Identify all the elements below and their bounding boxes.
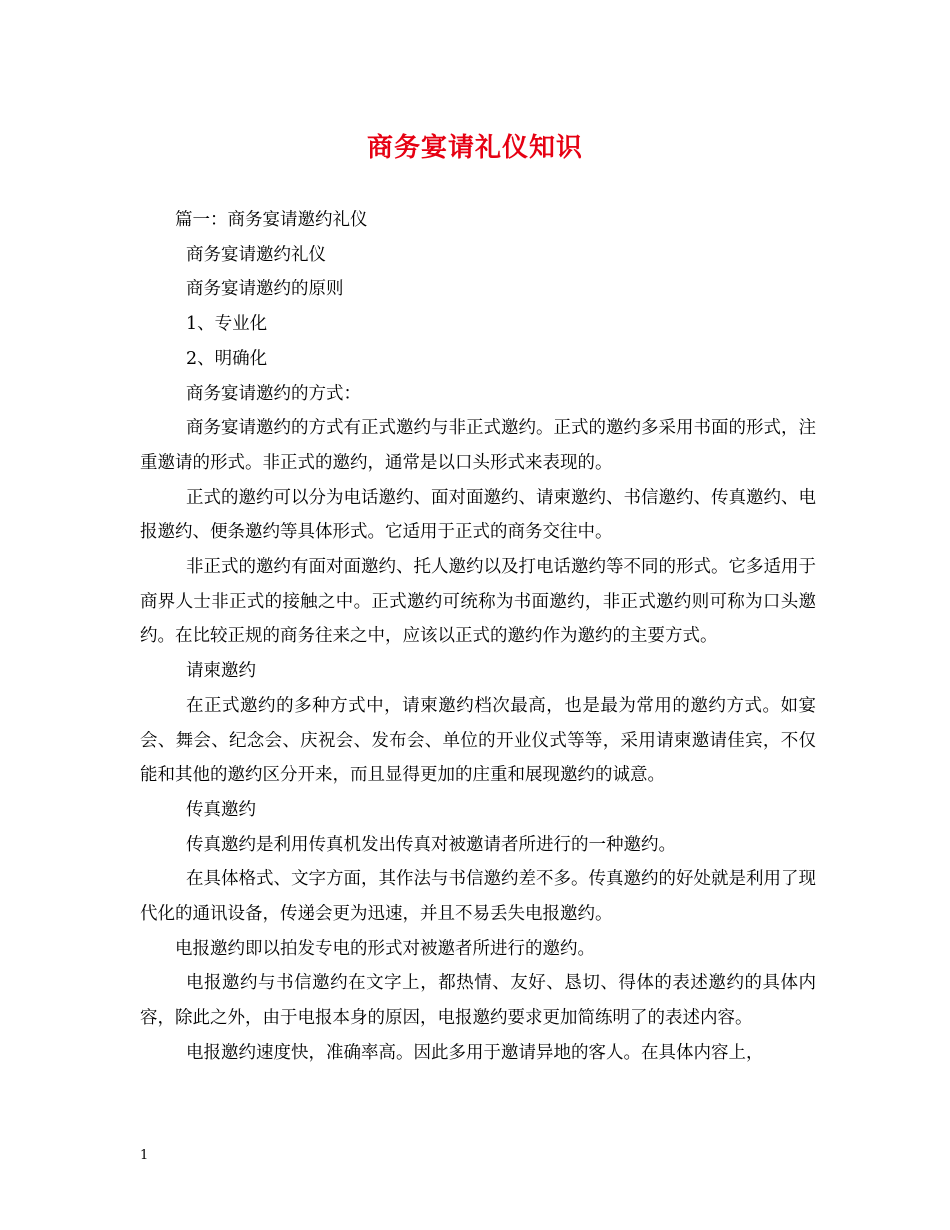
paragraph: 电报邀约速度快，准确率高。因此多用于邀请异地的客人。在具体内容上，: [186, 1042, 764, 1063]
paragraph: 篇一：商务宴请邀约礼仪: [175, 210, 368, 230]
page-number: 1: [140, 1148, 149, 1163]
paragraph: 在正式邀约的多种方式中，请柬邀约档次最高，也是最为常用的邀约方式。如宴会、舞会、纪念会、庆祝会、发布会、单位的开业仪式等等，采用请柬邀请佳宾，不仅能和其他的邀约区分开来，而且显得更加的庄重和展现邀约的诚意。: [140, 695, 816, 786]
paragraph: 请柬邀约: [186, 661, 256, 682]
paragraph: 正式的邀约可以分为电话邀约、面对面邀约、请柬邀约、书信邀约、传真邀约、电报邀约、便条邀约等具体形式。它适用于正式的商务交往中。: [140, 487, 816, 543]
paragraph: 商务宴请邀约礼仪: [186, 244, 326, 265]
paragraph: 商务宴请邀约的原则: [186, 279, 344, 300]
paragraph: 电报邀约与书信邀约在文字上，都热情、友好、恳切、得体的表述邀约的具体内容，除此之外，由于电报本身的原因，电报邀约要求更加简练明了的表述内容。: [140, 973, 816, 1029]
document-title: 商务宴请礼仪知识: [366, 133, 583, 163]
paragraph: 传真邀约是利用传真机发出传真对被邀请者所进行的一种邀约。: [186, 834, 676, 855]
paragraph: 在具体格式、文字方面，其作法与书信邀约差不多。传真邀约的好处就是利用了现代化的通讯设备，传递会更为迅速，并且不易丢失电报邀约。: [140, 869, 816, 925]
paragraph: 传真邀约: [186, 799, 256, 820]
paragraph: 2、明确化: [186, 348, 268, 369]
document-body: [140, 203, 816, 1071]
paragraph: 商务宴请邀约的方式：: [186, 383, 361, 404]
paragraph: 电报邀约即以拍发专电的形式对被邀者所进行的邀约。: [175, 938, 595, 959]
paragraph: 商务宴请邀约的方式有正式邀约与非正式邀约。正式的邀约多采用书面的形式，注重邀请的形式。非正式的邀约，通常是以口头形式来表现的。: [140, 418, 816, 473]
paragraph: 1、专业化: [186, 314, 268, 335]
paragraph: 非正式的邀约有面对面邀约、托人邀约以及打电话邀约等不同的形式。它多适用于商界人士非正式的接触之中。正式邀约可统称为书面邀约，非正式邀约则可称为口头邀约。在比较正规的商务往来之中，应该以正式的邀约作为邀约的主要方式。: [140, 557, 816, 647]
